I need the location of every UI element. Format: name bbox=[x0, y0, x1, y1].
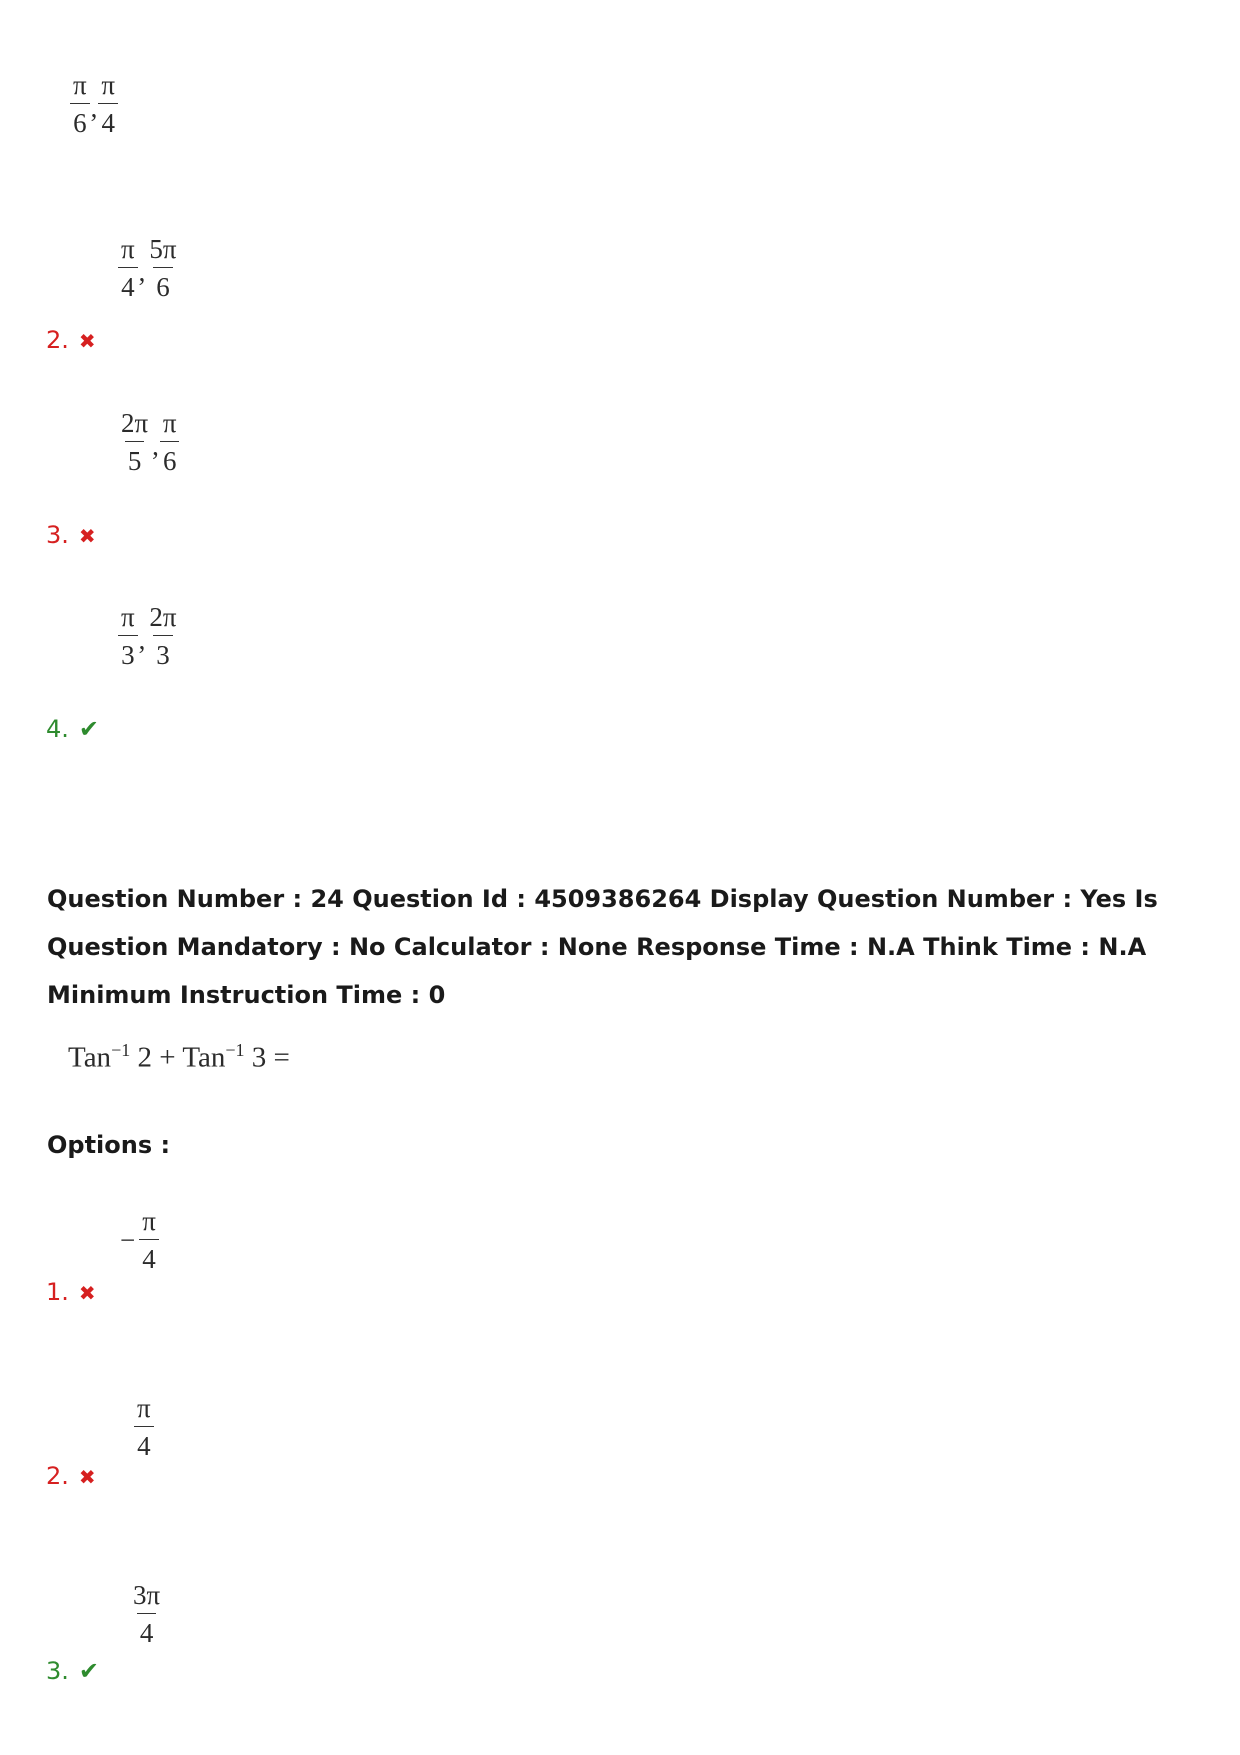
fraction: $\frac{2\pi}{5}$ bbox=[121, 408, 149, 476]
prev-option-3-marker: 3. ✖ bbox=[46, 521, 96, 549]
question-stem: Tan$^{-1}$ 2 + Tan$^{-1}$ 3 = bbox=[68, 1040, 290, 1074]
fraction: $\frac{\pi}{3}$ bbox=[118, 604, 138, 669]
cross-icon: ✖ bbox=[78, 524, 96, 548]
fraction: $\frac{\pi}{4}$ bbox=[139, 1208, 159, 1273]
comma: , bbox=[138, 257, 146, 287]
fraction: $\frac{\pi}{6}$ bbox=[160, 410, 180, 475]
prev-option-1-answer bbox=[70, 72, 118, 137]
option-1-marker: 1. ✖ bbox=[46, 1278, 96, 1306]
options-label: Options : bbox=[47, 1131, 171, 1159]
fraction: $\frac{\pi}{4}$ bbox=[118, 236, 138, 301]
prev-option-2-marker: 2. ✖ bbox=[46, 326, 96, 354]
comma: , bbox=[138, 625, 146, 655]
cross-icon: ✖ bbox=[78, 1281, 96, 1305]
cross-icon: ✖ bbox=[78, 329, 96, 353]
comma: , bbox=[152, 431, 159, 461]
option-2-answer bbox=[134, 1395, 154, 1460]
fraction: $\frac{\pi}{4}$ bbox=[134, 1395, 154, 1460]
prev-option-3-answer bbox=[118, 410, 180, 475]
fraction: $\frac{\pi}{6}$ bbox=[70, 72, 90, 137]
prev-option-4-marker: 4. ✔ bbox=[46, 715, 100, 743]
fraction: $\frac{2\pi}{3}$ bbox=[149, 602, 177, 670]
fraction: $\frac{\pi}{4}$ bbox=[98, 72, 118, 137]
option-3-answer bbox=[130, 1582, 163, 1647]
prev-option-4-answer bbox=[118, 604, 180, 669]
fraction: $\frac{3\pi}{4}$ bbox=[133, 1580, 161, 1648]
comma: , bbox=[90, 93, 98, 123]
option-2-marker: 2. ✖ bbox=[46, 1462, 96, 1490]
check-icon: ✔ bbox=[78, 1657, 100, 1685]
prev-option-2-answer bbox=[118, 236, 180, 301]
check-icon: ✔ bbox=[78, 715, 100, 743]
option-3-marker: 3. ✔ bbox=[46, 1657, 100, 1685]
cross-icon: ✖ bbox=[78, 1465, 96, 1489]
question-metadata: Question Number : 24 Question Id : 4509386264 Display Question Number : Yes Is Question Mandatory : No Calculator : None Response Time : N.A Think Time : N.A Minimum Instruction Time : 0 bbox=[47, 885, 1158, 1009]
fraction: $\frac{5\pi}{6}$ bbox=[149, 234, 177, 302]
option-1-answer: − $\frac{\pi}{4}$ bbox=[120, 1208, 159, 1273]
